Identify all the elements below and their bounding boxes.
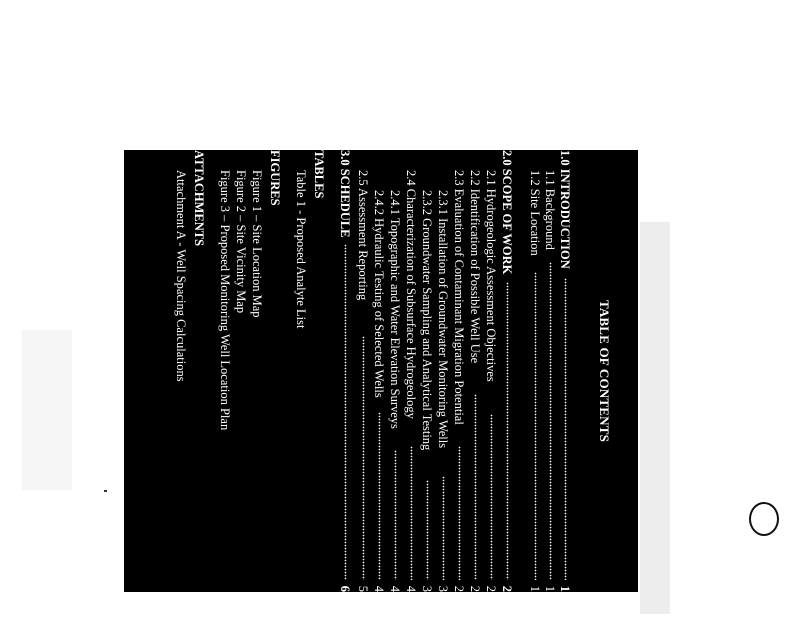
leader-dots	[362, 336, 365, 580]
toc-page-number: 4	[388, 585, 402, 592]
toc-entry-subsurface-hydrogeology	[404, 150, 418, 592]
toc-page-content	[124, 150, 638, 592]
toc-page-scan	[124, 150, 638, 592]
toc-entry-hydraulic-testing	[372, 150, 386, 592]
leader-dots	[490, 414, 493, 580]
leader-dots	[564, 278, 567, 580]
scan-speck	[104, 490, 107, 492]
toc-entry-well-installation	[436, 150, 450, 592]
toc-entry-label: 2.5 Assessment Reporting	[356, 170, 370, 301]
toc-entry-background	[543, 150, 557, 592]
toc-entry-label: 1.0 INTRODUCTION	[558, 150, 572, 269]
toc-page-number: 4	[404, 585, 418, 592]
figure-2-entry: Figure 2 – Site Vicinity Map	[234, 170, 248, 314]
toc-entry-well-use	[468, 150, 482, 592]
leader-dots	[442, 476, 445, 580]
toc-entry-label: 2.3.2 Groundwater Sampling and Analytical Testing	[420, 190, 434, 451]
toc-entry-label: 2.4.1 Topographic and Water Elevation Surveys	[388, 190, 402, 429]
table-1-entry: Table 1 - Proposed Analyte List	[294, 170, 308, 329]
leader-dots	[426, 480, 429, 580]
toc-page-number: 1	[543, 585, 557, 592]
toc-entry-label: 2.3.1 Installation of Groundwater Monitoring Wells	[436, 190, 450, 449]
leader-dots	[474, 394, 477, 580]
toc-entry-topographic-surveys	[388, 150, 402, 592]
leader-dots	[458, 446, 461, 580]
figure-1-entry: Figure 1 – Site Location Map	[250, 170, 264, 318]
toc-entry-label: 2.4.2 Hydraulic Testing of Selected Wells	[372, 190, 386, 398]
toc-page-number: 5	[356, 585, 370, 592]
attachment-a-entry: Attachment A - Well Spacing Calculations	[174, 170, 188, 382]
toc-page-number: 1	[528, 585, 542, 592]
stamp-circle-mark	[749, 502, 779, 536]
toc-entry-label: 2.2 Identification of Possible Well Use	[468, 170, 482, 364]
toc-page-number: 1	[558, 585, 572, 592]
toc-entry-label: 1.2 Site Location	[528, 170, 542, 256]
toc-entry-label: 3.0 SCHEDULE	[338, 150, 352, 238]
figures-heading: FIGURES	[268, 150, 282, 206]
toc-entry-assessment-reporting	[356, 150, 370, 592]
toc-title: TABLE OF CONTENTS	[597, 299, 612, 443]
toc-page-number: 4	[372, 585, 386, 592]
toc-entry-scope-of-work	[500, 150, 514, 592]
toc-page-number: 3	[436, 585, 450, 592]
attachments-heading: ATTACHMENTS	[192, 150, 206, 247]
toc-entry-label: 2.0 SCOPE OF WORK	[500, 150, 514, 275]
toc-entry-schedule	[338, 150, 352, 592]
leader-dots	[549, 262, 552, 580]
toc-page-number: 2	[468, 585, 482, 592]
toc-page-number: 2	[500, 585, 514, 592]
toc-entry-introduction	[558, 150, 572, 592]
tables-heading: TABLES	[312, 150, 326, 199]
leader-dots	[534, 272, 537, 580]
toc-entry-objectives	[484, 150, 498, 592]
toc-page-number: 3	[420, 585, 434, 592]
toc-entry-label: 2.4 Characterization of Subsurface Hydrogeology	[404, 170, 418, 419]
toc-entry-migration-potential	[452, 150, 466, 592]
toc-entry-label: 2.3 Evaluation of Contaminant Migration Potential	[452, 170, 466, 425]
leader-dots	[344, 244, 347, 580]
toc-entry-label: 2.1 Hydrogeologic Assessment Objectives	[484, 170, 498, 382]
toc-entry-groundwater-sampling	[420, 150, 434, 592]
leader-dots	[394, 450, 397, 580]
toc-page-number: 6	[338, 585, 352, 592]
toc-entry-label: 1.1 Background	[543, 170, 557, 250]
figure-3-entry: Figure 3 – Proposed Monitoring Well Location Plan	[218, 170, 232, 431]
leader-dots	[506, 282, 509, 580]
toc-page-number: 2	[484, 585, 498, 592]
toc-entry-site-location	[528, 150, 542, 592]
leader-dots	[378, 412, 381, 580]
toc-page-number: 2	[452, 585, 466, 592]
leader-dots	[410, 446, 413, 580]
